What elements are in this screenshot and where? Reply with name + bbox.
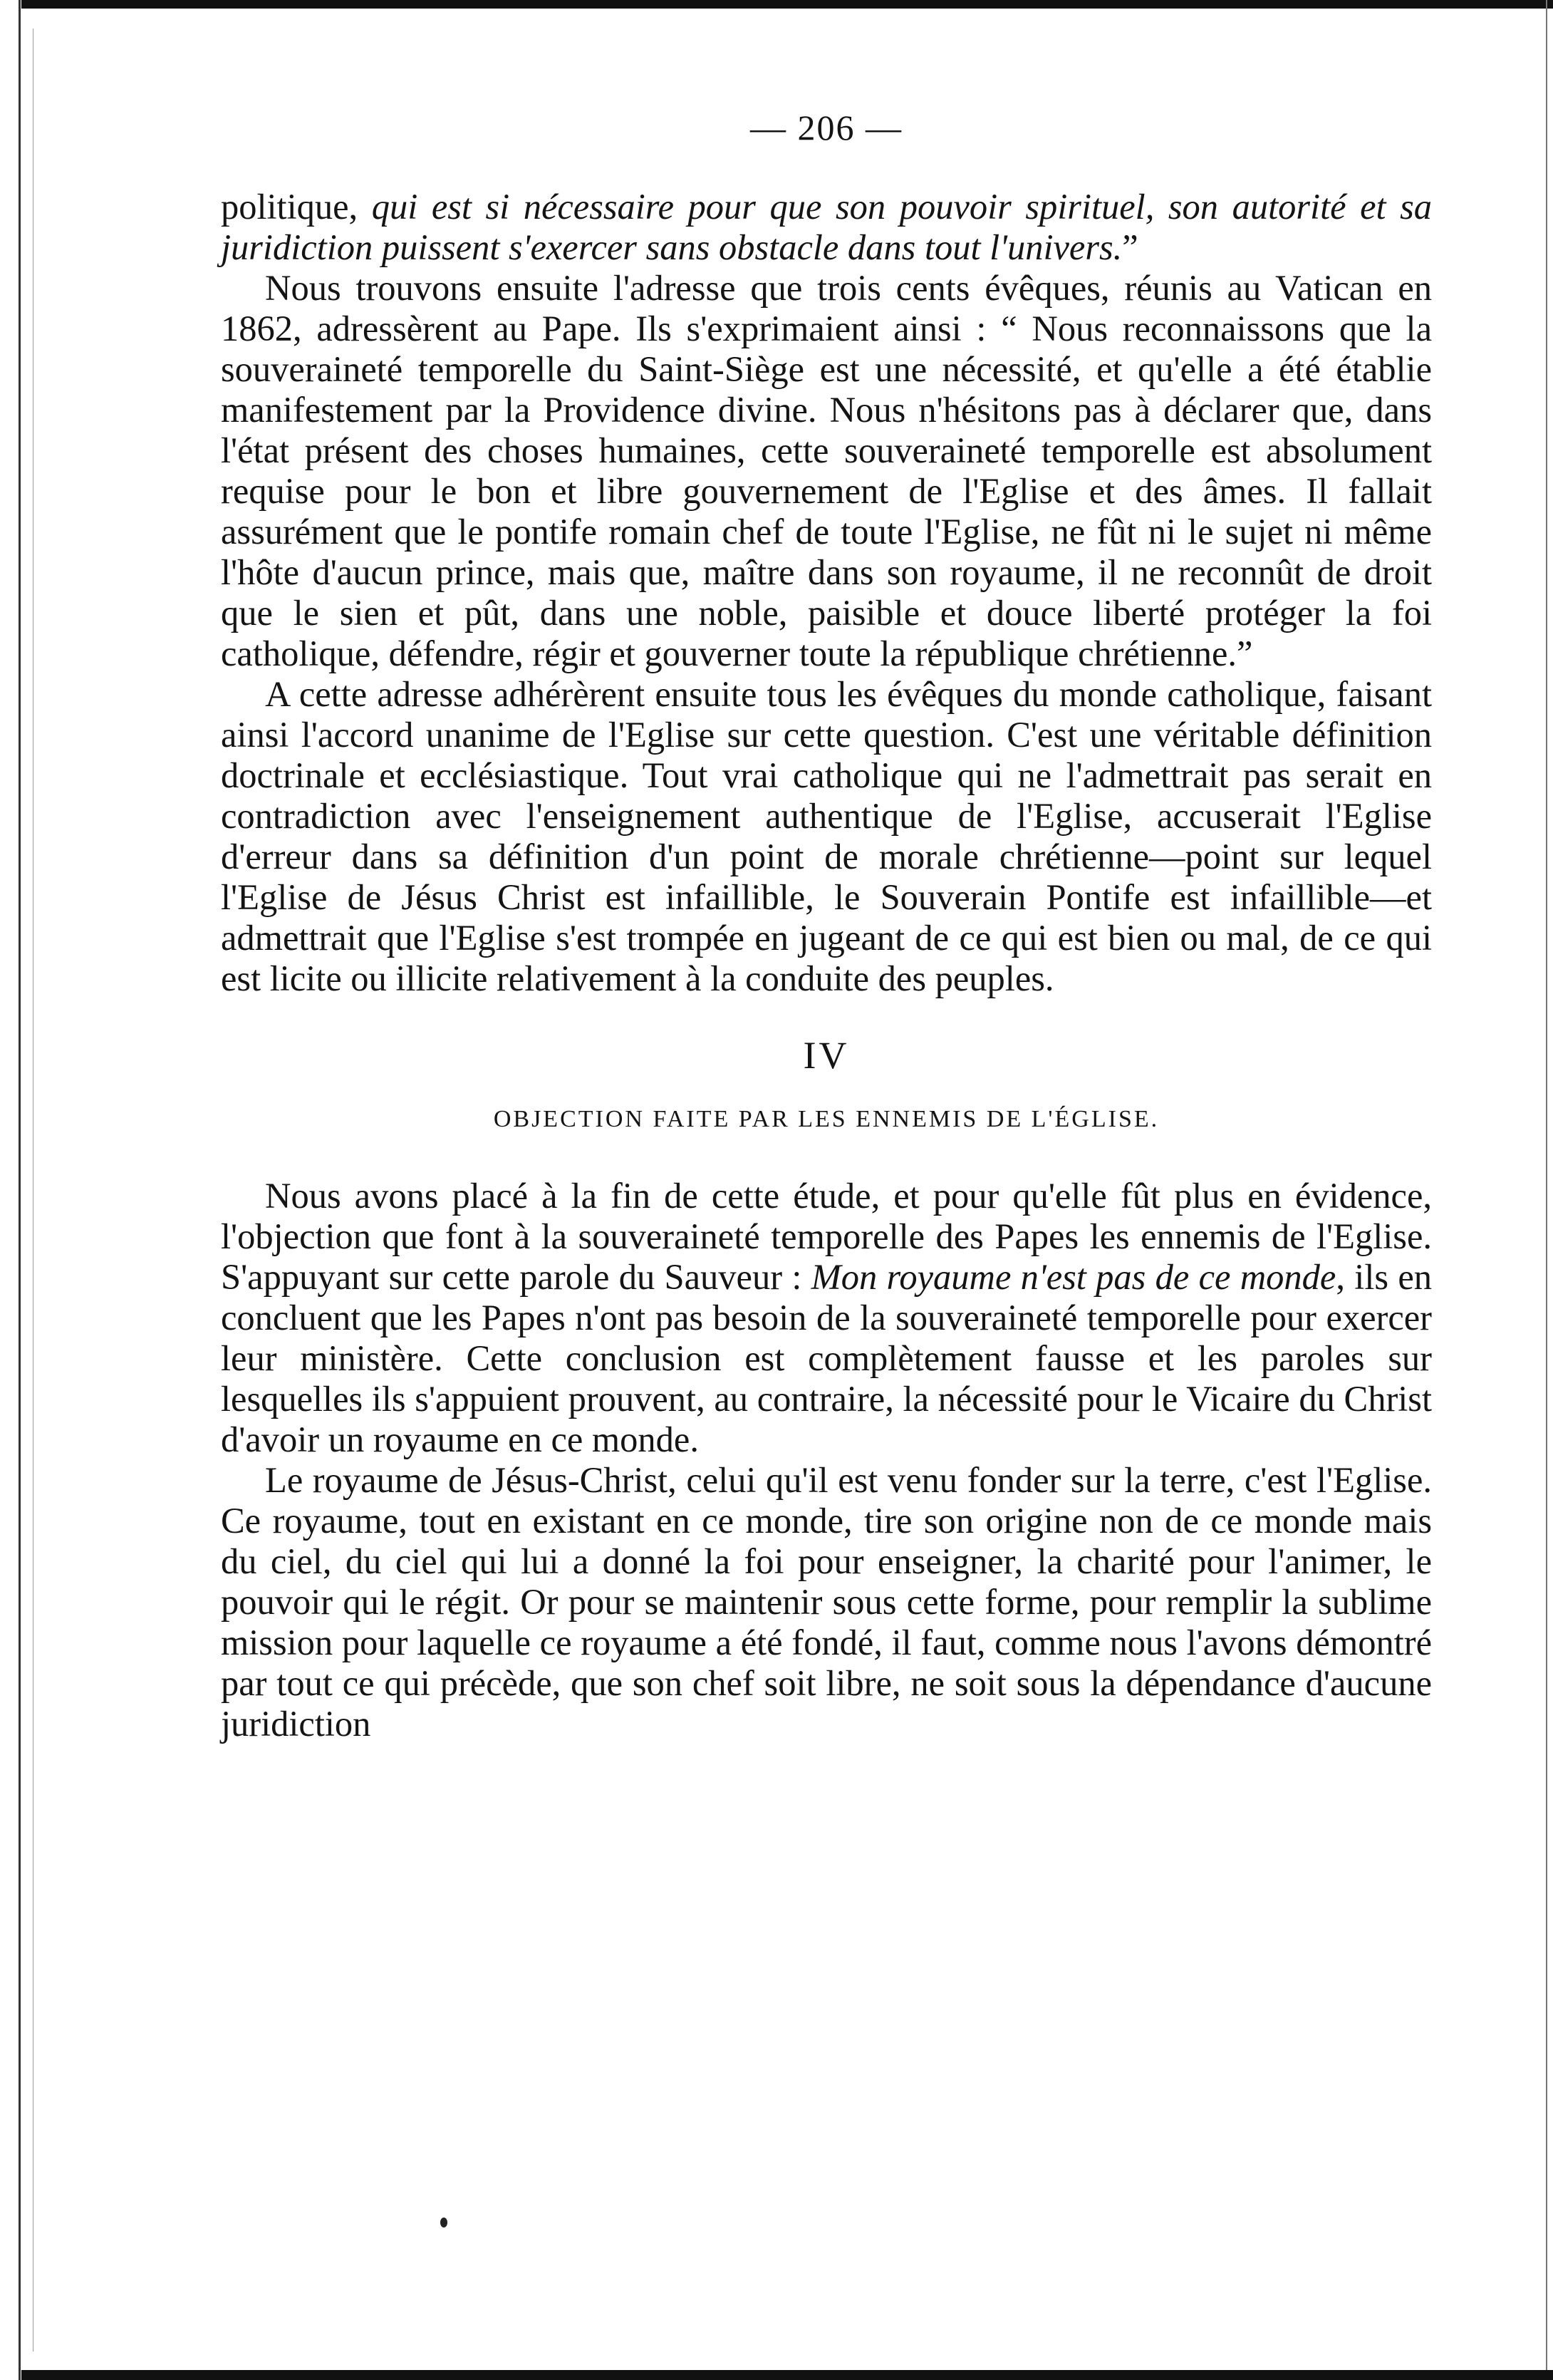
scan-speck (440, 2218, 447, 2228)
paragraph-1 (221, 187, 1432, 268)
section-title: OBJECTION FAITE PAR LES ENNEMIS DE L'ÉGLISE. (493, 1106, 1160, 1132)
paragraph-4 (221, 1176, 1432, 1460)
text-run: Nous avons placé à la fin de cette étude, et pour qu'elle fût plus en évidence, l'objection que font à la souveraineté temporelle des Papes les ennemis de l'Eglise. S'appuyant sur cette parole du Sauveur : (221, 1176, 1432, 1297)
paragraph-3 (221, 674, 1432, 999)
paragraph-5 (221, 1460, 1432, 1744)
scan-border-bottom (21, 2370, 1553, 2380)
body-text-after-section (221, 1176, 1432, 1744)
text-run-italic: Mon royaume n'est pas de ce monde (811, 1257, 1336, 1297)
text-run: politique, (221, 187, 372, 227)
section-number: IV (803, 1034, 850, 1077)
text-run: Nous trouvons ensuite l'adresse que trois cents évêques, réunis au Vatican en 1862, adressèrent au Pape. Ils s'exprimaient ainsi : “ Nous reconnaissons que la souveraineté temporelle du Saint-Siège est une nécessité, et qu'elle a été établie manifestement par la Providence divine. Nous n'hésitons pas à déclarer que, dans l'état présent des choses humaines, cette souveraineté temporelle est absolument requise pour le bon et libre gouvernement de l'Eglise et des âmes. Il fallait assurément que le pontife romain chef de toute l'Eglise, ne fût ni le sujet ni même l'hôte d'aucun prince, mais que, maître dans son royaume, il ne reconnût de droit que le sien et pût, dans une noble, paisible et douce liberté protéger la foi catholique, défendre, régir et gouverner toute la république chrétienne.” (221, 268, 1432, 673)
paragraph-2 (221, 268, 1432, 674)
body-text-before-section (221, 187, 1432, 999)
text-run: ” (1122, 227, 1138, 267)
text-run: , ils en concluent que les Papes n'ont pas besoin de la souveraineté temporelle pour exercer leur ministère. Cette conclusion est complètement fausse et les paroles sur lesquelles ils s'appuient prouvent, au contraire, la nécessité pour le Vicaire du Christ d'avoir un royaume en ce monde. (221, 1257, 1432, 1459)
text-run: Le royaume de Jésus-Christ, celui qu'il est venu fonder sur la terre, c'est l'Eglise. Ce royaume, tout en existant en ce monde, tire son origine non de ce monde mais du ciel, du ciel qui lui a donné la foi pour enseigner, la charité pour l'animer, le pouvoir qui le régit. Or pour se maintenir sous cette forme, pour remplir la sublime mission pour laquelle ce royaume a été fondé, il faut, comme nous l'avons démontré par tout ce qui précède, que son chef soit libre, ne soit sous la dépendance d'aucune juridiction (221, 1460, 1432, 1744)
text-run: A cette adresse adhérèrent ensuite tous les évêques du monde catholique, faisant ainsi l'accord unanime de l'Eglise sur cette question. C'est une véritable définition doctrinale et ecclésiastique. Tout vrai catholique qui ne l'admettrait pas serait en contradiction avec l'enseignement authentique de l'Eglise, accuserait l'Eglise d'erreur dans sa définition d'un point de morale chrétienne—point sur lequel l'Eglise de Jésus Christ est infaillible, le Souverain Pontife est infaillible—et admettrait que l'Eglise s'est trompée en jugeant de ce qui est bien ou mal, de ce qui est licite ou illicite relativement à la conduite des peuples. (221, 674, 1432, 998)
scan-border-right (1546, 0, 1547, 2380)
page-number: — 206 — (750, 108, 903, 148)
book-page (221, 107, 1432, 1744)
text-run-italic: qui est si nécessaire pour que son pouvoir spirituel, son autorité et sa juridiction puissent s'exercer sans obstacle dans tout l'univers. (221, 187, 1432, 267)
scan-border-top (21, 0, 1553, 9)
scan-border-left (19, 0, 21, 2380)
